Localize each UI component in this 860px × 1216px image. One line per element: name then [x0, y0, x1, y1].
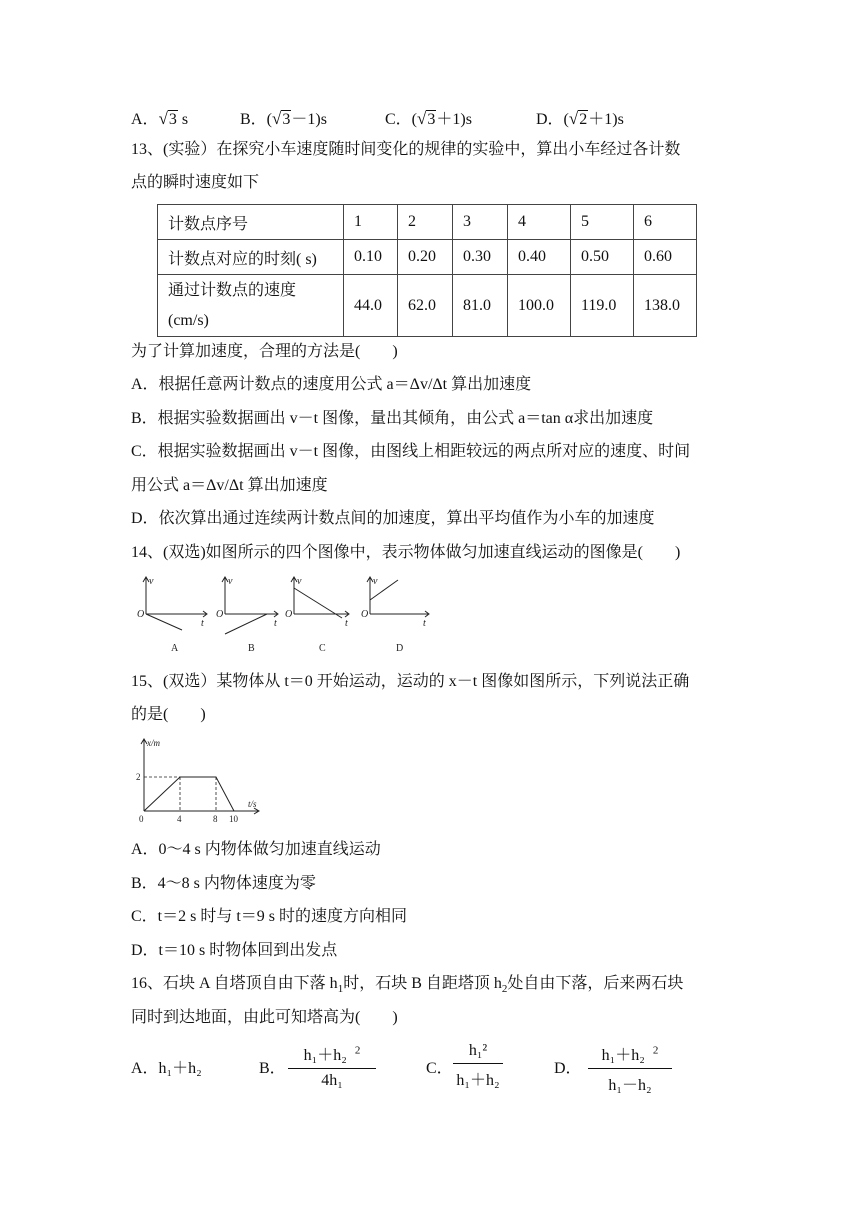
table-cell — [158, 275, 344, 337]
q16-option-c-fraction — [453, 1042, 503, 1090]
q15-xt-graph — [136, 734, 266, 826]
origin-label: O — [361, 609, 369, 620]
cell-line: 通过计数点的速度 — [168, 281, 297, 299]
radicand: 2 — [579, 111, 588, 128]
x-tick-label: 10 — [229, 814, 238, 824]
origin-label: O — [285, 609, 293, 620]
table-cell: 6 — [634, 205, 697, 240]
stem-part: 时，石块 B 自距塔顶 h — [343, 975, 502, 992]
q14-graphs — [130, 574, 440, 656]
axis-v-label: v — [297, 576, 302, 587]
q12-option-a — [131, 111, 188, 128]
exponent: 2 — [354, 1044, 361, 1057]
q12-options — [131, 106, 188, 129]
q16-stem-line2: 同时到达地面，由此可知塔高为( ) — [131, 1009, 398, 1026]
axis-t-label: t — [201, 618, 204, 629]
table-cell: 4 — [508, 205, 571, 240]
denominator: h₁＋h₂ — [456, 1072, 500, 1089]
table-cell: 计数点序号 — [158, 205, 344, 240]
option-c-suffix: ＋1)s — [436, 111, 472, 128]
numerator: h₁² — [468, 1042, 488, 1059]
q13-option-d: D．依次算出通过连续两计数点间的加速度，算出平均值作为小车的加速度 — [131, 510, 655, 527]
table-cell: 计数点对应的时刻( s) — [158, 240, 344, 275]
option-b-suffix: －1)s — [291, 111, 327, 128]
q13-option-c-cont: 用公式 a＝Δv/Δt 算出加速度 — [131, 477, 328, 494]
table-cell: 0.30 — [453, 240, 508, 275]
subscript: 1 — [337, 983, 344, 996]
option-a-label: A． — [131, 111, 159, 128]
fraction-bar — [453, 1063, 503, 1064]
subscript: 2 — [501, 983, 508, 996]
table-cell: 2 — [398, 205, 453, 240]
q15-option-d: D．t＝10 s 时物体回到出发点 — [131, 942, 338, 959]
stem-part: 16、石块 A 自塔顶自由下落 h — [131, 975, 338, 992]
table-cell: 119.0 — [571, 275, 634, 337]
table-cell: 0.50 — [571, 240, 634, 275]
q16-option-d-label: D． — [554, 1060, 582, 1077]
denominator: h₁－h₂ — [608, 1077, 652, 1094]
axis-v-label: v — [373, 576, 378, 587]
axis-t-label: t — [274, 618, 277, 629]
q15-option-a: A．0～4 s 内物体做匀加速直线运动 — [131, 841, 381, 858]
option-d-label: D．( — [536, 111, 569, 128]
table-row — [158, 205, 697, 240]
q13-option-c: C．根据实验数据画出 v－t 图像，由图线上相距较远的两点所对应的速度、时间 — [131, 443, 691, 460]
option-c-label: C．( — [385, 111, 418, 128]
sqrt-symbol: √3 — [417, 109, 436, 128]
graph-label-c: C — [319, 643, 326, 654]
q16-option-a: A．h₁＋h₂ — [131, 1060, 202, 1077]
radicand: 3 — [282, 111, 291, 128]
axis-v-label: v — [228, 576, 233, 587]
q16-option-b-fraction — [288, 1042, 376, 1090]
graph-label-a: A — [171, 643, 179, 654]
q15-stem-line1: 15、(双选）某物体从 t＝0 开始运动，运动的 x－t 图像如图所示，下列说法正确 — [131, 673, 690, 690]
radicand: 3 — [427, 111, 436, 128]
origin-label: 0 — [139, 814, 144, 824]
sqrt-symbol: √2 — [568, 109, 588, 128]
table-cell: 81.0 — [453, 275, 508, 337]
q15-option-c: C．t＝2 s 时与 t＝9 s 时的速度方向相同 — [131, 908, 408, 925]
radicand: 3 — [168, 111, 177, 128]
axis-t-label: t — [423, 618, 426, 629]
q13-question: 为了计算加速度，合理的方法是( ) — [131, 343, 398, 360]
table-cell: 138.0 — [634, 275, 697, 337]
origin-label: O — [137, 609, 145, 620]
table-row — [158, 240, 697, 275]
numerator — [588, 1042, 672, 1065]
graph-label-b: B — [248, 643, 255, 654]
origin-label: O — [216, 609, 224, 620]
numerator-text: h₁＋h₂ — [303, 1047, 347, 1064]
q12-option-c — [385, 106, 472, 129]
fraction-bar — [588, 1068, 672, 1069]
exponent: 2 — [652, 1044, 659, 1057]
table-cell: 44.0 — [344, 275, 398, 337]
x-tick-label: 4 — [177, 814, 182, 824]
sqrt-symbol: √3 — [158, 109, 177, 128]
table-cell: 1 — [344, 205, 398, 240]
numerator-text: h₁＋h₂ — [601, 1047, 645, 1064]
q13-option-a: A．根据任意两计数点的速度用公式 a＝Δv/Δt 算出加速度 — [131, 376, 532, 393]
axis-t-label: t — [345, 618, 348, 629]
denominator: 4h₁ — [321, 1072, 343, 1089]
fraction-bar — [288, 1068, 376, 1069]
cell-line: (cm/s) — [168, 311, 209, 329]
table-cell: 0.40 — [508, 240, 571, 275]
option-b-label: B．( — [240, 111, 273, 128]
q16-option-b-label: B． — [259, 1060, 286, 1077]
q16-option-d-fraction — [588, 1042, 672, 1095]
q12-option-b — [240, 106, 327, 129]
x-tick-label: 8 — [213, 814, 218, 824]
graph-label-d: D — [396, 643, 404, 654]
numerator — [288, 1042, 376, 1065]
q13-stem-line2: 点的瞬时速度如下 — [131, 174, 260, 191]
table-cell: 0.10 — [344, 240, 398, 275]
q12-option-d — [536, 106, 624, 129]
y-tick-label: 2 — [136, 772, 141, 782]
x-axis-label: t/s — [248, 799, 257, 809]
table-cell: 100.0 — [508, 275, 571, 337]
q13-option-b: B．根据实验数据画出 v－t 图像，量出其倾角，由公式 a＝tan α求出加速度 — [131, 410, 654, 427]
option-a-suffix: s — [177, 111, 189, 128]
q14-stem: 14、(双选)如图所示的四个图像中，表示物体做匀加速直线运动的图像是( ) — [131, 544, 681, 561]
table-cell: 3 — [453, 205, 508, 240]
q16-stem-line1 — [131, 974, 683, 999]
y-axis-label: x/m — [147, 738, 160, 748]
table-cell: 62.0 — [398, 275, 453, 337]
q16-option-c-label: C． — [426, 1060, 453, 1077]
table-cell: 0.20 — [398, 240, 453, 275]
q13-stem-line1: 13、(实验）在探究小车速度随时间变化的规律的实验中，算出小车经过各计数 — [131, 141, 681, 158]
sqrt-symbol: √3 — [272, 109, 291, 128]
q15-option-b: B．4～8 s 内物体速度为零 — [131, 875, 316, 892]
table-row — [158, 275, 697, 337]
q15-stem-line2: 的是( ) — [131, 706, 206, 723]
option-d-suffix: ＋1)s — [588, 111, 624, 128]
table-cell: 5 — [571, 205, 634, 240]
stem-part: 处自由下落，后来两石块 — [507, 975, 684, 992]
axis-v-label: v — [149, 576, 154, 587]
table-cell: 0.60 — [634, 240, 697, 275]
velocity-table — [157, 204, 697, 337]
